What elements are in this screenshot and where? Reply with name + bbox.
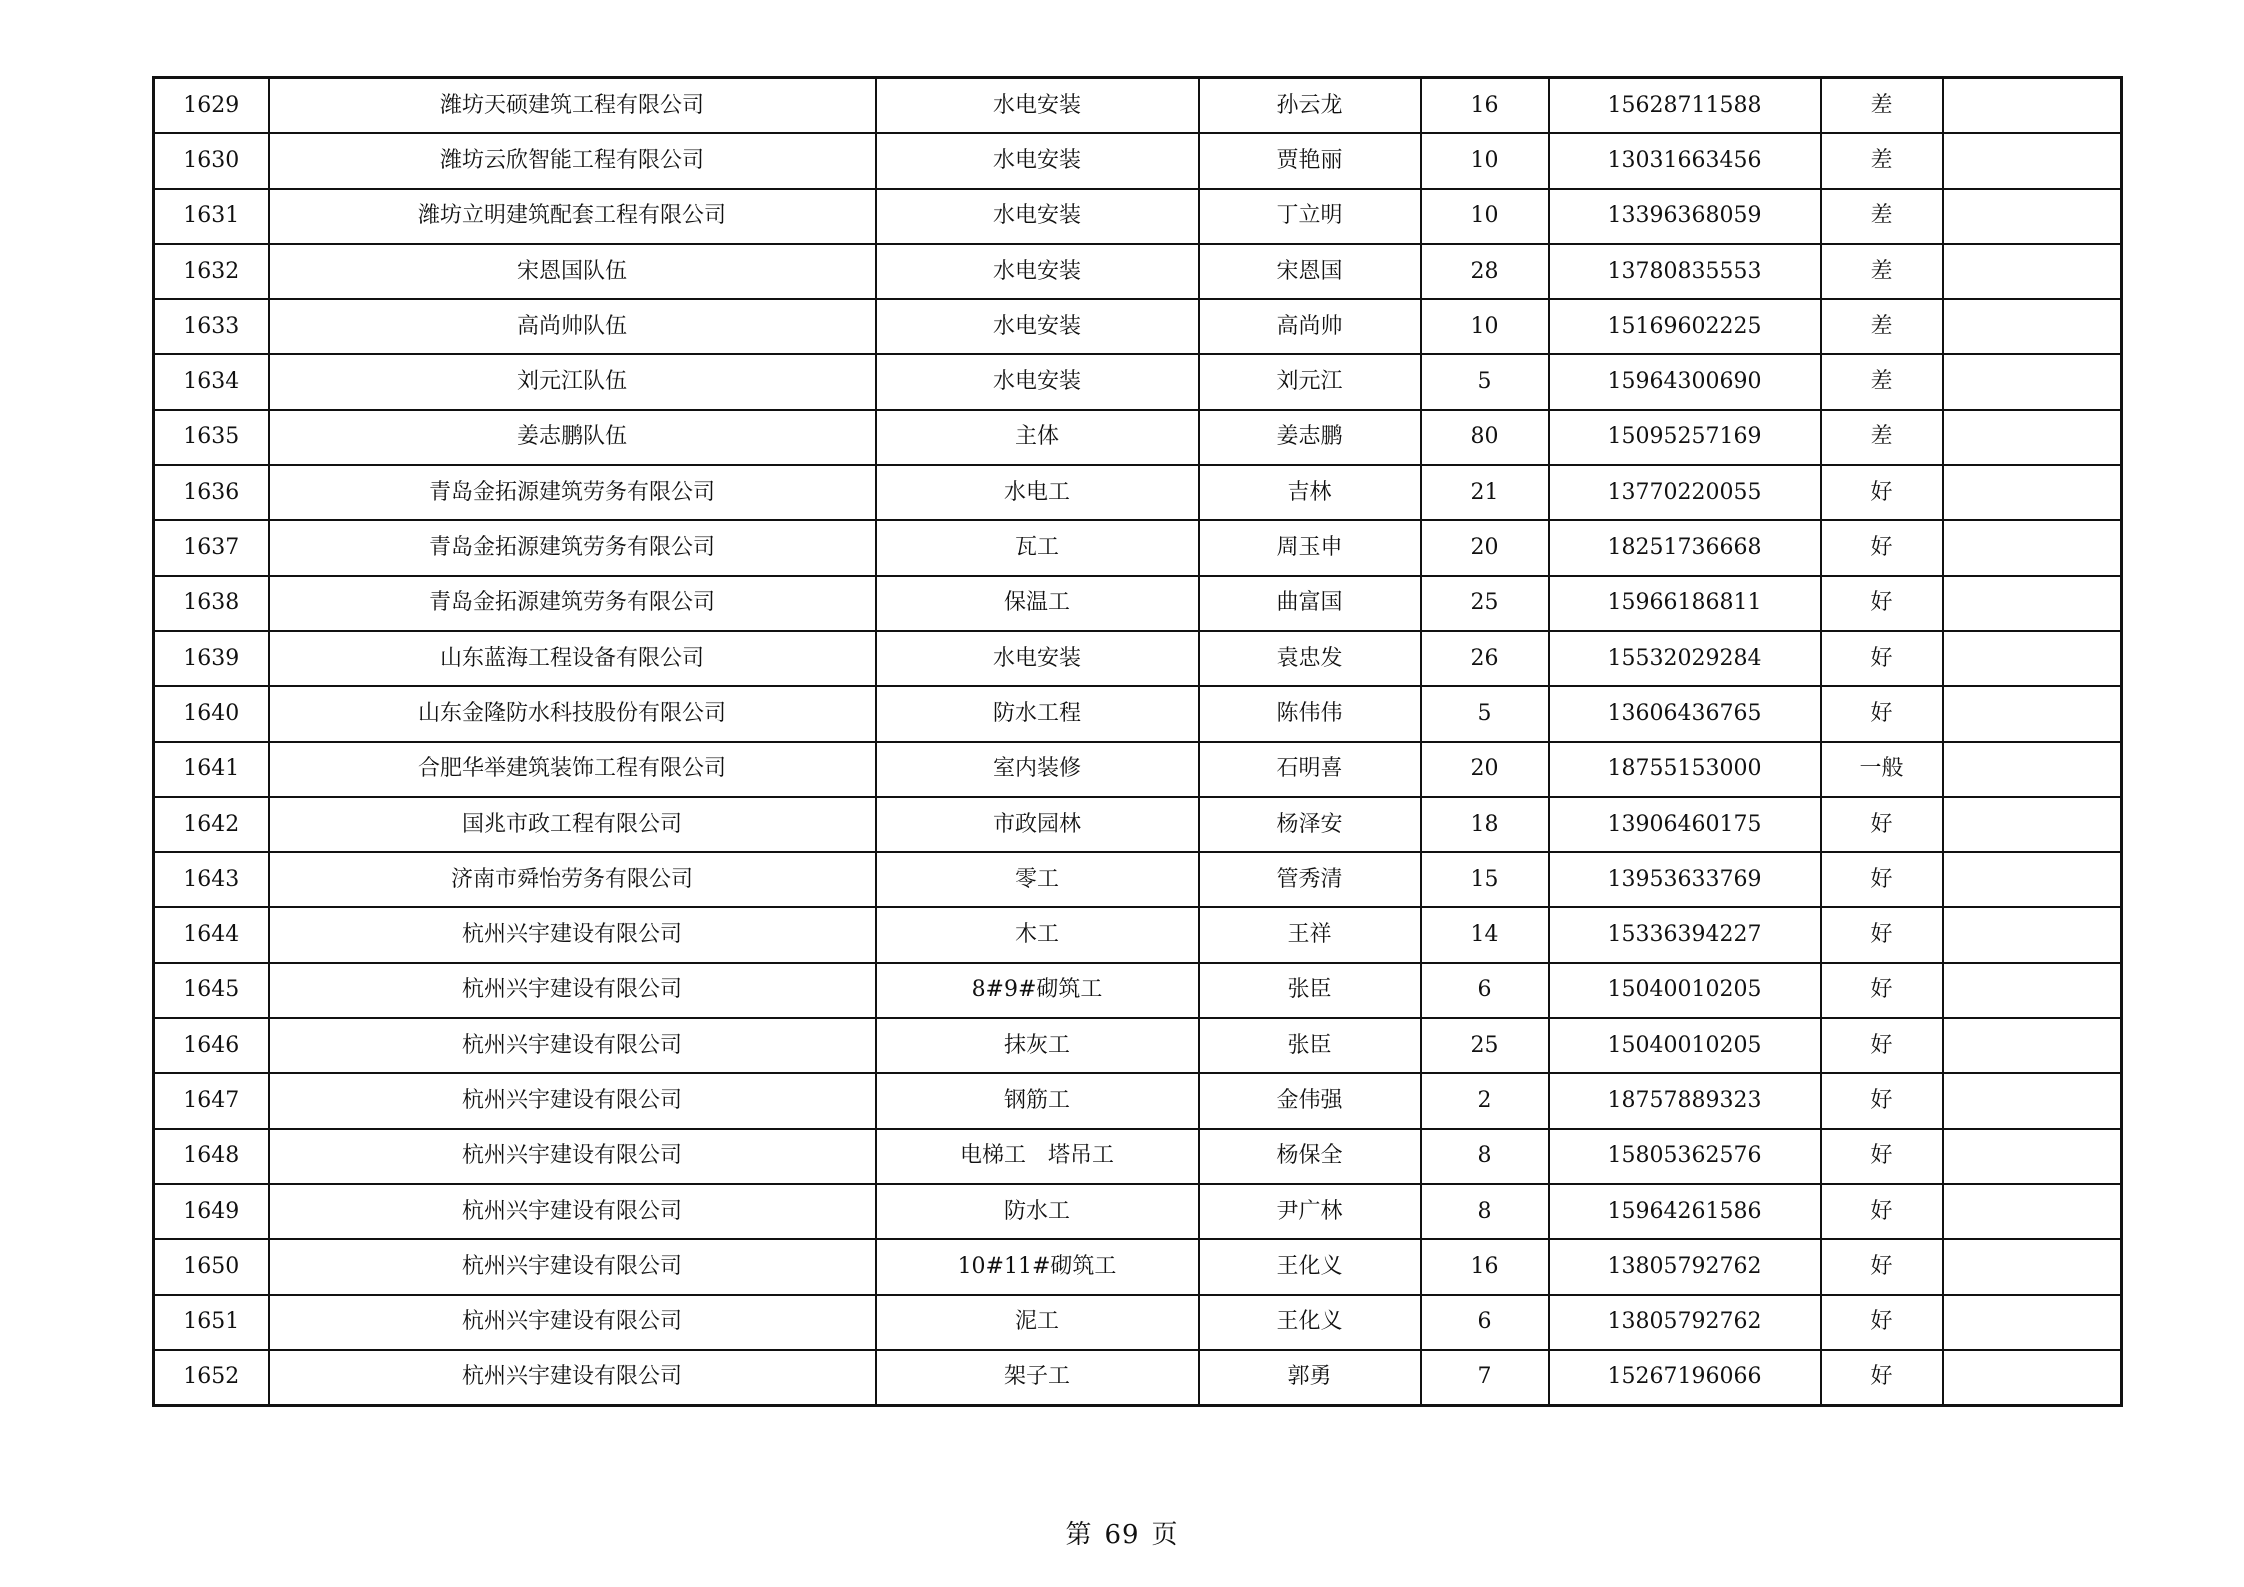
company-name-cell: 国兆市政工程有限公司 — [269, 797, 876, 852]
contact-person-cell: 丁立明 — [1199, 189, 1421, 244]
headcount-cell: 10 — [1421, 189, 1549, 244]
row-number-cell: 1649 — [154, 1184, 269, 1239]
trade-cell: 防水工 — [876, 1184, 1199, 1239]
trade-cell: 水电工 — [876, 465, 1199, 520]
headcount-cell: 21 — [1421, 465, 1549, 520]
remark-cell — [1943, 1239, 2122, 1294]
phone-number-cell: 13805792762 — [1549, 1239, 1821, 1294]
phone-number-cell: 15169602225 — [1549, 299, 1821, 354]
contact-person-cell: 吉林 — [1199, 465, 1421, 520]
trade-cell: 主体 — [876, 410, 1199, 465]
rating-cell: 差 — [1821, 299, 1943, 354]
table-row — [154, 1018, 2122, 1073]
remark-cell — [1943, 1184, 2122, 1239]
phone-number-cell: 13606436765 — [1549, 686, 1821, 741]
row-number-cell: 1644 — [154, 907, 269, 962]
rating-cell: 差 — [1821, 78, 1943, 134]
trade-cell: 水电安装 — [876, 299, 1199, 354]
table-row — [154, 244, 2122, 299]
table-row — [154, 299, 2122, 354]
rating-cell: 差 — [1821, 133, 1943, 188]
table-row — [154, 686, 2122, 741]
trade-cell: 抹灰工 — [876, 1018, 1199, 1073]
table-row — [154, 465, 2122, 520]
company-name-cell: 青岛金拓源建筑劳务有限公司 — [269, 520, 876, 575]
headcount-cell: 25 — [1421, 576, 1549, 631]
phone-number-cell: 15267196066 — [1549, 1350, 1821, 1406]
remark-cell — [1943, 852, 2122, 907]
headcount-cell: 14 — [1421, 907, 1549, 962]
row-number-cell: 1636 — [154, 465, 269, 520]
contact-person-cell: 管秀清 — [1199, 852, 1421, 907]
table-row — [154, 78, 2122, 134]
rating-cell: 好 — [1821, 631, 1943, 686]
row-number-cell: 1648 — [154, 1129, 269, 1184]
contact-person-cell: 王化义 — [1199, 1295, 1421, 1350]
contact-person-cell: 金伟强 — [1199, 1073, 1421, 1128]
rating-cell: 好 — [1821, 1018, 1943, 1073]
phone-number-cell: 18251736668 — [1549, 520, 1821, 575]
company-name-cell: 杭州兴宇建设有限公司 — [269, 1350, 876, 1406]
page-footer — [0, 1514, 2244, 1551]
company-name-cell: 潍坊立明建筑配套工程有限公司 — [269, 189, 876, 244]
trade-cell: 水电安装 — [876, 133, 1199, 188]
contact-person-cell: 贾艳丽 — [1199, 133, 1421, 188]
company-name-cell: 杭州兴宇建设有限公司 — [269, 1018, 876, 1073]
table-row — [154, 1350, 2122, 1406]
trade-cell: 水电安装 — [876, 189, 1199, 244]
contact-person-cell: 孙云龙 — [1199, 78, 1421, 134]
contact-person-cell: 陈伟伟 — [1199, 686, 1421, 741]
remark-cell — [1943, 1350, 2122, 1406]
trade-cell: 电梯工 塔吊工 — [876, 1129, 1199, 1184]
remark-cell — [1943, 465, 2122, 520]
rating-cell: 好 — [1821, 907, 1943, 962]
table-row — [154, 797, 2122, 852]
trade-cell: 防水工程 — [876, 686, 1199, 741]
trade-cell: 零工 — [876, 852, 1199, 907]
contact-person-cell: 郭勇 — [1199, 1350, 1421, 1406]
remark-cell — [1943, 686, 2122, 741]
contact-person-cell: 王化义 — [1199, 1239, 1421, 1294]
contact-person-cell: 袁忠发 — [1199, 631, 1421, 686]
table-body — [154, 78, 2122, 1406]
company-name-cell: 合肥华举建筑装饰工程有限公司 — [269, 742, 876, 797]
row-number-cell: 1645 — [154, 963, 269, 1018]
rating-cell: 好 — [1821, 465, 1943, 520]
company-name-cell: 杭州兴宇建设有限公司 — [269, 963, 876, 1018]
rating-cell: 好 — [1821, 797, 1943, 852]
headcount-cell: 10 — [1421, 133, 1549, 188]
remark-cell — [1943, 576, 2122, 631]
phone-number-cell: 15336394227 — [1549, 907, 1821, 962]
trade-cell: 架子工 — [876, 1350, 1199, 1406]
contact-person-cell: 姜志鹏 — [1199, 410, 1421, 465]
row-number-cell: 1641 — [154, 742, 269, 797]
headcount-cell: 7 — [1421, 1350, 1549, 1406]
rating-cell: 好 — [1821, 852, 1943, 907]
rating-cell: 好 — [1821, 1073, 1943, 1128]
headcount-cell: 18 — [1421, 797, 1549, 852]
remark-cell — [1943, 1295, 2122, 1350]
table-row — [154, 1129, 2122, 1184]
headcount-cell: 6 — [1421, 1295, 1549, 1350]
phone-number-cell: 15966186811 — [1549, 576, 1821, 631]
remark-cell — [1943, 244, 2122, 299]
remark-cell — [1943, 963, 2122, 1018]
remark-cell — [1943, 299, 2122, 354]
headcount-cell: 26 — [1421, 631, 1549, 686]
row-number-cell: 1635 — [154, 410, 269, 465]
rating-cell: 好 — [1821, 1239, 1943, 1294]
row-number-cell: 1631 — [154, 189, 269, 244]
row-number-cell: 1640 — [154, 686, 269, 741]
contact-person-cell: 刘元江 — [1199, 354, 1421, 409]
headcount-cell: 16 — [1421, 78, 1549, 134]
rating-cell: 好 — [1821, 1184, 1943, 1239]
contractor-table — [152, 76, 2123, 1407]
contact-person-cell: 王祥 — [1199, 907, 1421, 962]
headcount-cell: 5 — [1421, 686, 1549, 741]
phone-number-cell: 15532029284 — [1549, 631, 1821, 686]
trade-cell: 瓦工 — [876, 520, 1199, 575]
company-name-cell: 高尚帅队伍 — [269, 299, 876, 354]
company-name-cell: 潍坊天硕建筑工程有限公司 — [269, 78, 876, 134]
row-number-cell: 1643 — [154, 852, 269, 907]
trade-cell: 水电安装 — [876, 631, 1199, 686]
company-name-cell: 杭州兴宇建设有限公司 — [269, 1239, 876, 1294]
phone-number-cell: 15964261586 — [1549, 1184, 1821, 1239]
headcount-cell: 16 — [1421, 1239, 1549, 1294]
headcount-cell: 15 — [1421, 852, 1549, 907]
row-number-cell: 1634 — [154, 354, 269, 409]
remark-cell — [1943, 631, 2122, 686]
phone-number-cell: 15628711588 — [1549, 78, 1821, 134]
table-row — [154, 576, 2122, 631]
contact-person-cell: 杨泽安 — [1199, 797, 1421, 852]
trade-cell: 室内装修 — [876, 742, 1199, 797]
remark-cell — [1943, 1073, 2122, 1128]
row-number-cell: 1642 — [154, 797, 269, 852]
phone-number-cell: 15805362576 — [1549, 1129, 1821, 1184]
row-number-cell: 1630 — [154, 133, 269, 188]
table-row — [154, 631, 2122, 686]
row-number-cell: 1633 — [154, 299, 269, 354]
trade-cell: 保温工 — [876, 576, 1199, 631]
contact-person-cell: 杨保全 — [1199, 1129, 1421, 1184]
company-name-cell: 潍坊云欣智能工程有限公司 — [269, 133, 876, 188]
table-row — [154, 1295, 2122, 1350]
headcount-cell: 28 — [1421, 244, 1549, 299]
phone-number-cell: 13953633769 — [1549, 852, 1821, 907]
remark-cell — [1943, 410, 2122, 465]
phone-number-cell: 15040010205 — [1549, 963, 1821, 1018]
trade-cell: 市政园林 — [876, 797, 1199, 852]
company-name-cell: 山东金隆防水科技股份有限公司 — [269, 686, 876, 741]
headcount-cell: 10 — [1421, 299, 1549, 354]
headcount-cell: 2 — [1421, 1073, 1549, 1128]
table-row — [154, 189, 2122, 244]
company-name-cell: 杭州兴宇建设有限公司 — [269, 1295, 876, 1350]
phone-number-cell: 13780835553 — [1549, 244, 1821, 299]
rating-cell: 差 — [1821, 244, 1943, 299]
row-number-cell: 1638 — [154, 576, 269, 631]
phone-number-cell: 13031663456 — [1549, 133, 1821, 188]
company-name-cell: 杭州兴宇建设有限公司 — [269, 1073, 876, 1128]
rating-cell: 差 — [1821, 189, 1943, 244]
row-number-cell: 1647 — [154, 1073, 269, 1128]
rating-cell: 好 — [1821, 576, 1943, 631]
page-number: 69 — [1104, 1520, 1140, 1550]
headcount-cell: 8 — [1421, 1129, 1549, 1184]
company-name-cell: 刘元江队伍 — [269, 354, 876, 409]
rating-cell: 好 — [1821, 520, 1943, 575]
row-number-cell: 1650 — [154, 1239, 269, 1294]
remark-cell — [1943, 189, 2122, 244]
page-footer-prefix: 第 — [1065, 1520, 1093, 1550]
company-name-cell: 济南市舜怡劳务有限公司 — [269, 852, 876, 907]
contact-person-cell: 尹广林 — [1199, 1184, 1421, 1239]
company-name-cell: 宋恩国队伍 — [269, 244, 876, 299]
rating-cell: 差 — [1821, 354, 1943, 409]
row-number-cell: 1629 — [154, 78, 269, 134]
headcount-cell: 6 — [1421, 963, 1549, 1018]
contact-person-cell: 高尚帅 — [1199, 299, 1421, 354]
phone-number-cell: 15095257169 — [1549, 410, 1821, 465]
remark-cell — [1943, 78, 2122, 134]
company-name-cell: 山东蓝海工程设备有限公司 — [269, 631, 876, 686]
contact-person-cell: 周玉申 — [1199, 520, 1421, 575]
phone-number-cell: 15964300690 — [1549, 354, 1821, 409]
rating-cell: 好 — [1821, 1295, 1943, 1350]
remark-cell — [1943, 1129, 2122, 1184]
rating-cell: 好 — [1821, 686, 1943, 741]
row-number-cell: 1637 — [154, 520, 269, 575]
table-row — [154, 907, 2122, 962]
contact-person-cell: 宋恩国 — [1199, 244, 1421, 299]
trade-cell: 8#9#砌筑工 — [876, 963, 1199, 1018]
table-row — [154, 520, 2122, 575]
phone-number-cell: 18755153000 — [1549, 742, 1821, 797]
company-name-cell: 杭州兴宇建设有限公司 — [269, 907, 876, 962]
table-row — [154, 852, 2122, 907]
company-name-cell: 姜志鹏队伍 — [269, 410, 876, 465]
table-row — [154, 1184, 2122, 1239]
table-row — [154, 1073, 2122, 1128]
row-number-cell: 1651 — [154, 1295, 269, 1350]
contact-person-cell: 张臣 — [1199, 963, 1421, 1018]
table-row — [154, 963, 2122, 1018]
contact-person-cell: 张臣 — [1199, 1018, 1421, 1073]
remark-cell — [1943, 520, 2122, 575]
page-footer-suffix: 页 — [1151, 1520, 1179, 1550]
table-row — [154, 354, 2122, 409]
remark-cell — [1943, 354, 2122, 409]
remark-cell — [1943, 742, 2122, 797]
company-name-cell: 杭州兴宇建设有限公司 — [269, 1129, 876, 1184]
row-number-cell: 1639 — [154, 631, 269, 686]
headcount-cell: 8 — [1421, 1184, 1549, 1239]
headcount-cell: 80 — [1421, 410, 1549, 465]
phone-number-cell: 13805792762 — [1549, 1295, 1821, 1350]
rating-cell: 差 — [1821, 410, 1943, 465]
phone-number-cell: 18757889323 — [1549, 1073, 1821, 1128]
rating-cell: 一般 — [1821, 742, 1943, 797]
trade-cell: 泥工 — [876, 1295, 1199, 1350]
company-name-cell: 青岛金拓源建筑劳务有限公司 — [269, 576, 876, 631]
headcount-cell: 20 — [1421, 742, 1549, 797]
contact-person-cell: 石明喜 — [1199, 742, 1421, 797]
table-row — [154, 1239, 2122, 1294]
headcount-cell: 25 — [1421, 1018, 1549, 1073]
company-name-cell: 青岛金拓源建筑劳务有限公司 — [269, 465, 876, 520]
rating-cell: 好 — [1821, 963, 1943, 1018]
trade-cell: 水电安装 — [876, 354, 1199, 409]
trade-cell: 10#11#砌筑工 — [876, 1239, 1199, 1294]
phone-number-cell: 15040010205 — [1549, 1018, 1821, 1073]
headcount-cell: 5 — [1421, 354, 1549, 409]
trade-cell: 水电安装 — [876, 244, 1199, 299]
row-number-cell: 1632 — [154, 244, 269, 299]
row-number-cell: 1652 — [154, 1350, 269, 1406]
row-number-cell: 1646 — [154, 1018, 269, 1073]
phone-number-cell: 13396368059 — [1549, 189, 1821, 244]
phone-number-cell: 13770220055 — [1549, 465, 1821, 520]
trade-cell: 木工 — [876, 907, 1199, 962]
table-row — [154, 742, 2122, 797]
trade-cell: 水电安装 — [876, 78, 1199, 134]
table-row — [154, 410, 2122, 465]
trade-cell: 钢筋工 — [876, 1073, 1199, 1128]
phone-number-cell: 13906460175 — [1549, 797, 1821, 852]
rating-cell: 好 — [1821, 1350, 1943, 1406]
remark-cell — [1943, 907, 2122, 962]
table-row — [154, 133, 2122, 188]
remark-cell — [1943, 797, 2122, 852]
rating-cell: 好 — [1821, 1129, 1943, 1184]
remark-cell — [1943, 133, 2122, 188]
remark-cell — [1943, 1018, 2122, 1073]
headcount-cell: 20 — [1421, 520, 1549, 575]
company-name-cell: 杭州兴宇建设有限公司 — [269, 1184, 876, 1239]
contact-person-cell: 曲富国 — [1199, 576, 1421, 631]
